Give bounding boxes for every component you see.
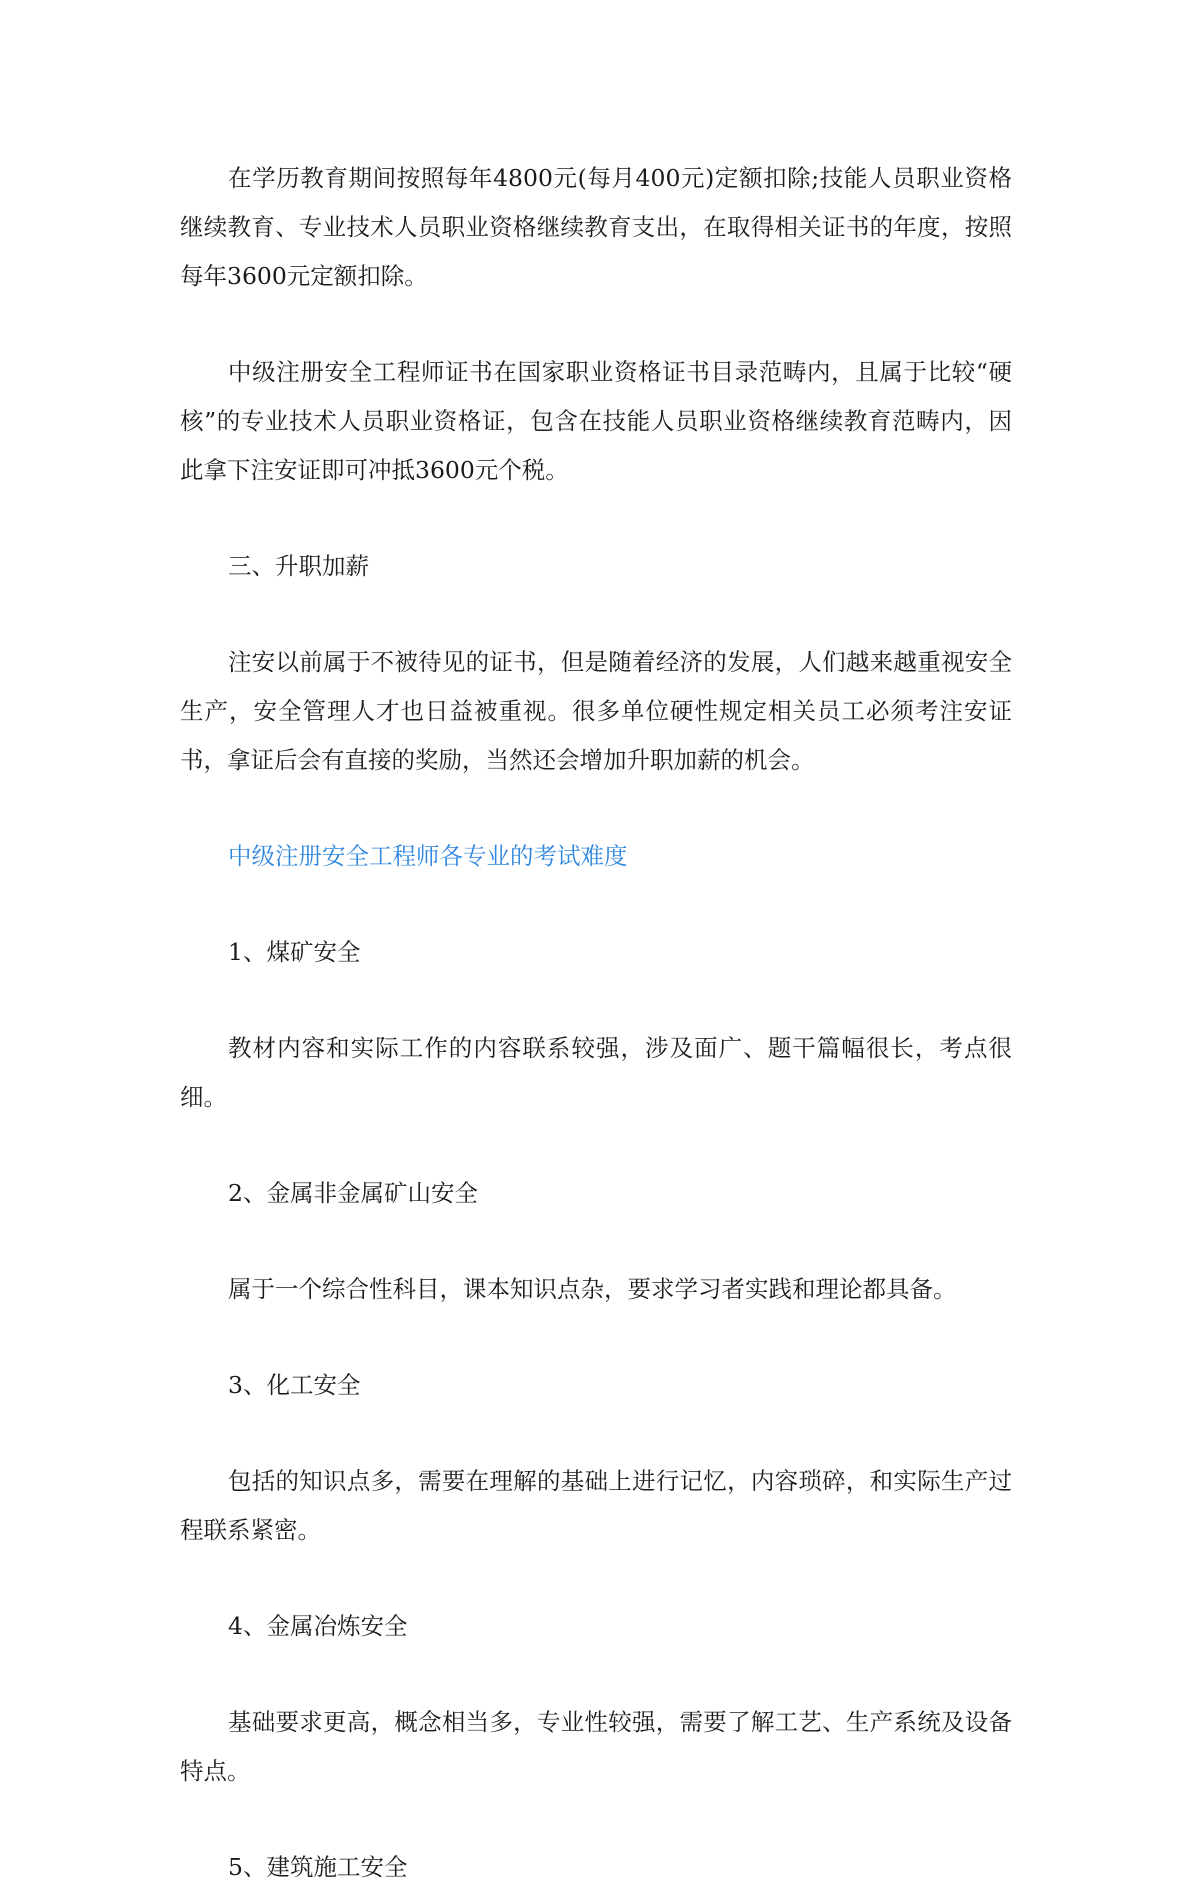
subheading-metallurgy: 4、金属冶炼安全 bbox=[228, 1612, 408, 1640]
section-heading-promotion: 三、升职加薪 bbox=[228, 552, 369, 580]
paragraph-certificate: 中级注册安全工程师证书在国家职业资格证书目录范畴内，且属于比较“硬核”的专业技术人员职业资格证，包含在技能人员职业资格继续教育范畴内，因此拿下注安证即可冲抵3600元个税。 bbox=[180, 358, 1012, 484]
subheading-construction: 5、建筑施工安全 bbox=[228, 1853, 408, 1881]
paragraph-chemical: 包括的知识点多，需要在理解的基础上进行记忆，内容琐碎，和实际生产过程联系紧密。 bbox=[180, 1467, 1012, 1544]
paragraph-deduction: 在学历教育期间按照每年4800元(每月400元)定额扣除;技能人员职业资格继续教育、专业技术人员职业资格继续教育支出，在取得相关证书的年度，按照每年3600元定额扣除。 bbox=[180, 164, 1012, 290]
document-page bbox=[180, 154, 1012, 1892]
paragraph-metal-mine: 属于一个综合性科目，课本知识点杂，要求学习者实践和理论都具备。 bbox=[228, 1275, 957, 1303]
subheading-chemical: 3、化工安全 bbox=[228, 1371, 361, 1399]
subheading-metal-mine: 2、金属非金属矿山安全 bbox=[228, 1179, 478, 1207]
paragraph-metallurgy: 基础要求更高，概念相当多，专业性较强，需要了解工艺、生产系统及设备特点。 bbox=[180, 1708, 1012, 1785]
paragraph-coal-mine: 教材内容和实际工作的内容联系较强，涉及面广、题干篇幅很长，考点很细。 bbox=[180, 1034, 1012, 1111]
section-heading-exam-difficulty[interactable]: 中级注册安全工程师各专业的考试难度 bbox=[228, 842, 628, 870]
subheading-coal-mine: 1、煤矿安全 bbox=[228, 938, 361, 966]
paragraph-promotion: 注安以前属于不被待见的证书，但是随着经济的发展，人们越来越重视安全生产，安全管理人才也日益被重视。很多单位硬性规定相关员工必须考注安证书，拿证后会有直接的奖励，当然还会增加升职加薪的机会。 bbox=[180, 648, 1012, 774]
